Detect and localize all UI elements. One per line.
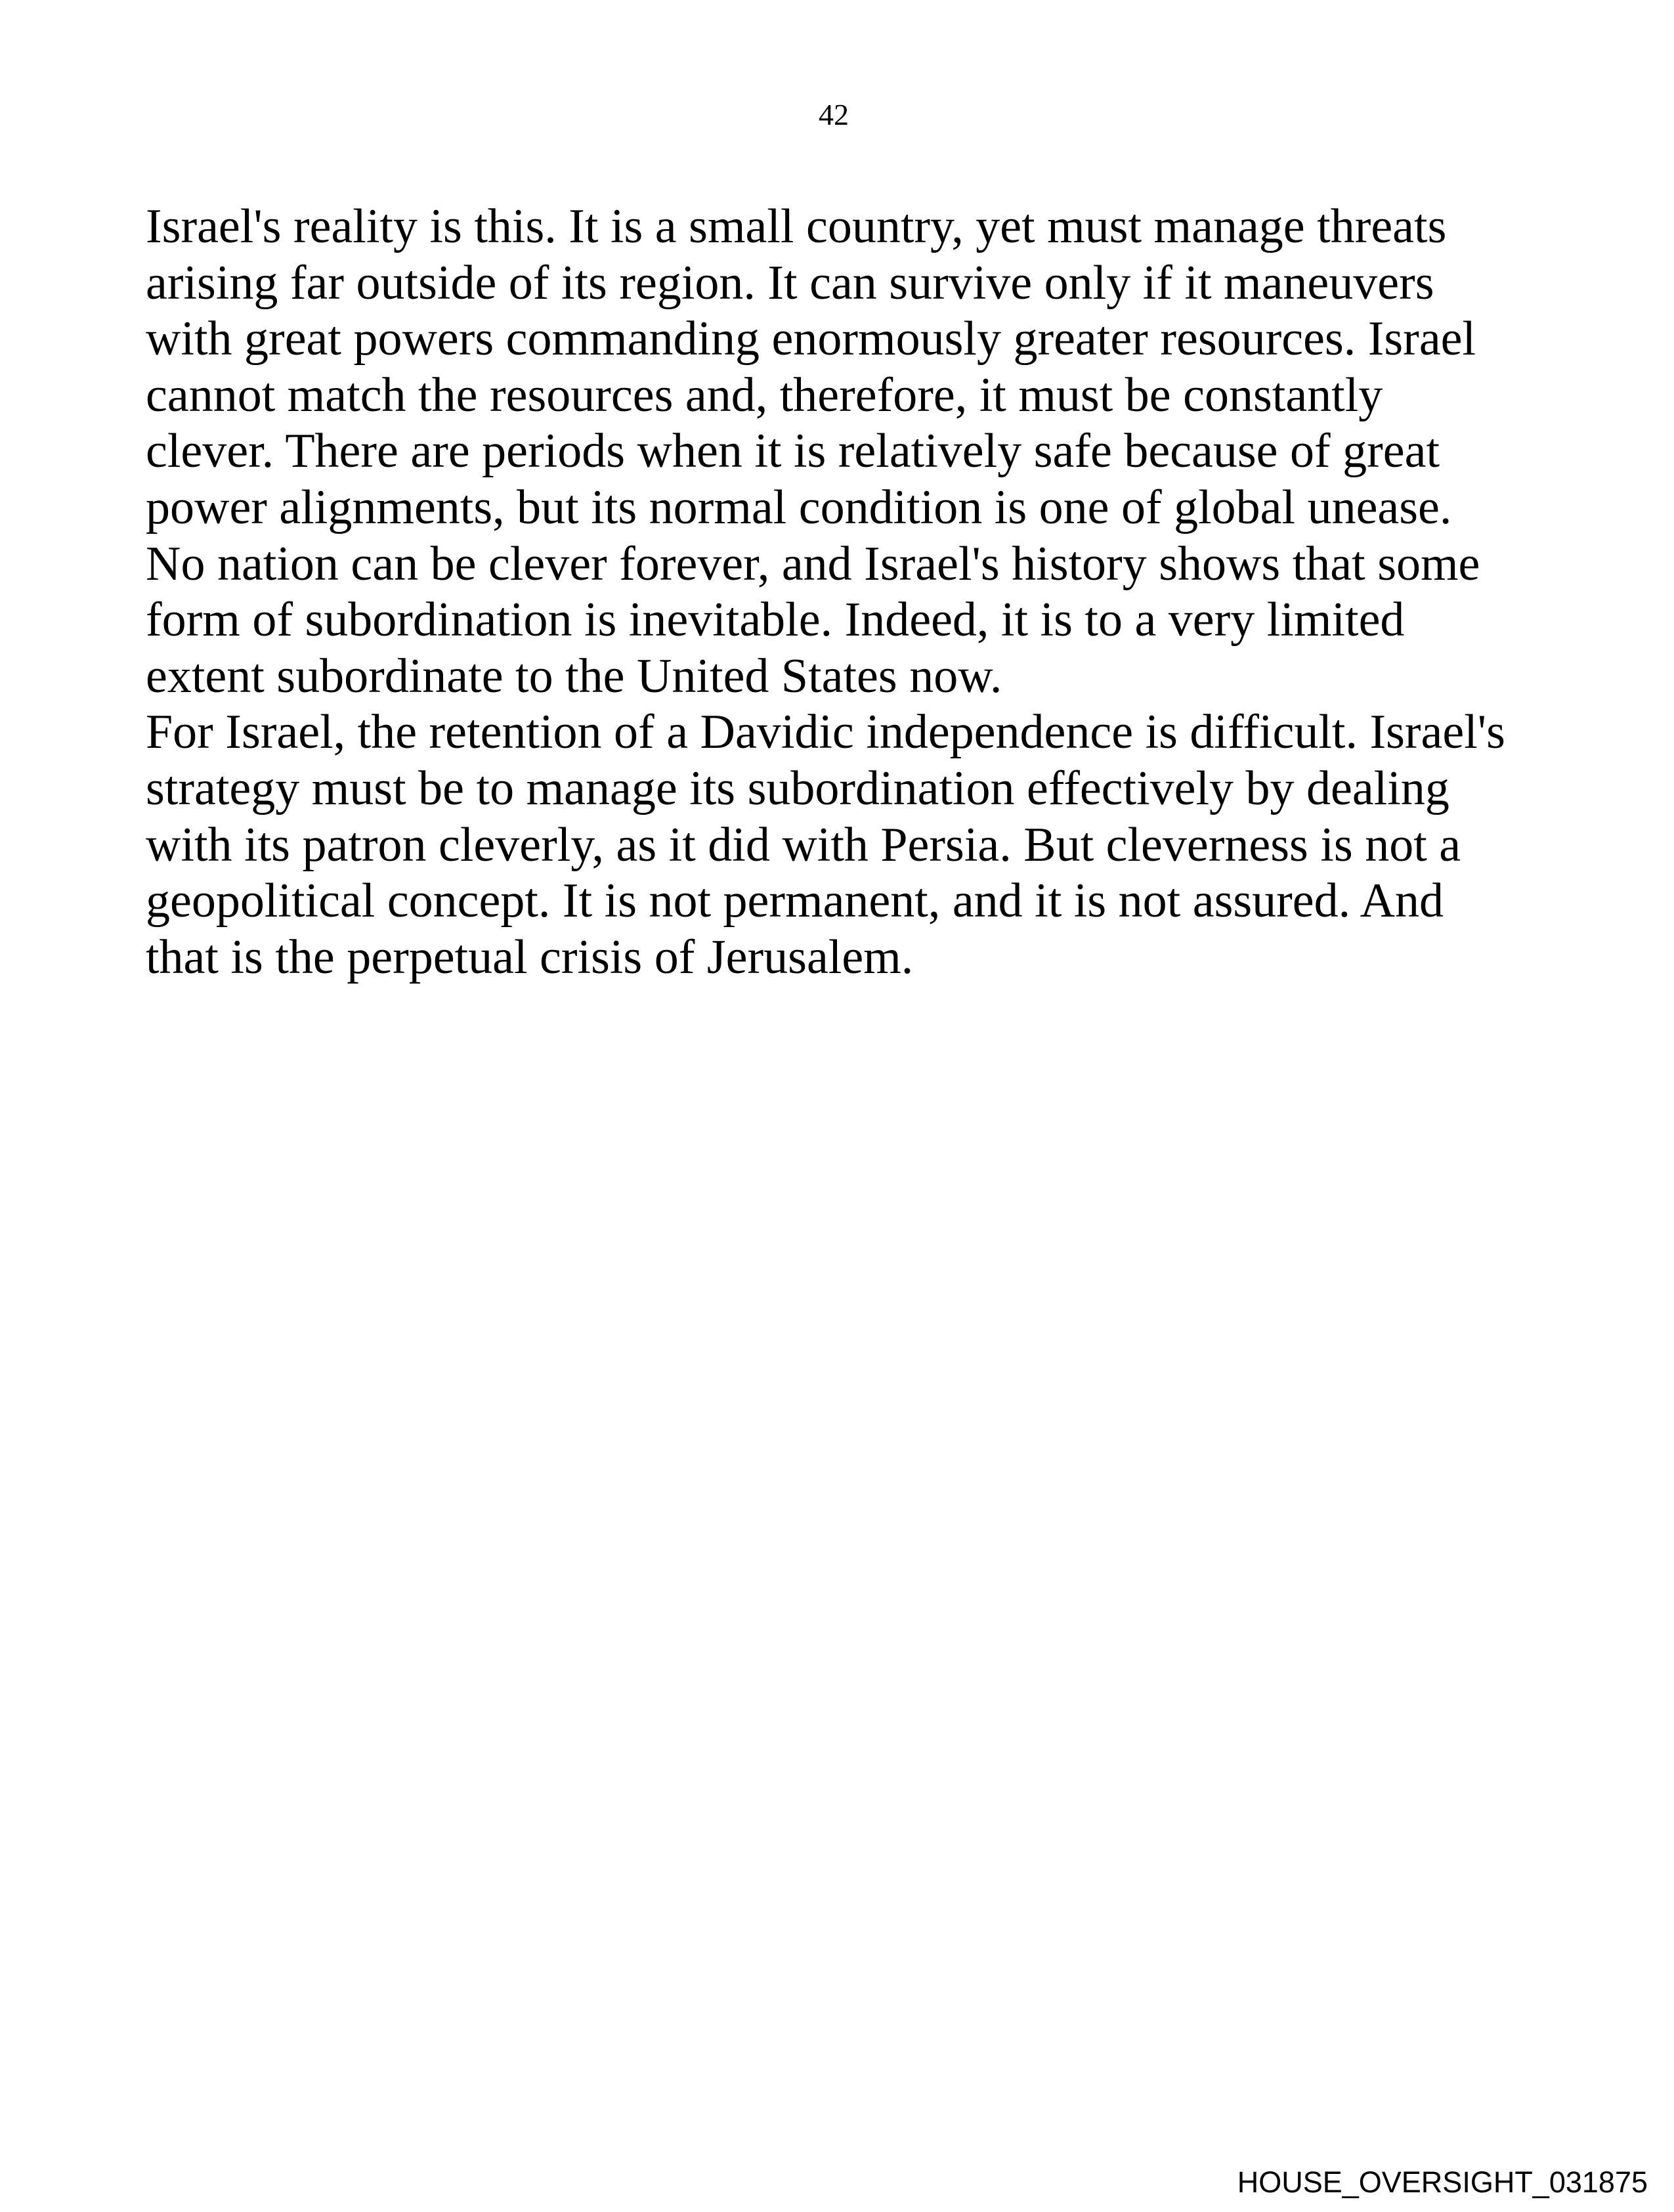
page-number: 42 [819, 98, 849, 131]
text-line: Israel's reality is this. It is a small country, yet must manage threats [146, 200, 1447, 253]
text-line: No nation can be clever forever, and Israel's history shows that some [146, 536, 1480, 591]
text-line: strategy must be to manage its subordination effectively by dealing [146, 761, 1449, 815]
document-id-footer: HOUSE_OVERSIGHT_031875 [1237, 2165, 1648, 2199]
text-line: extent subordinate to the United States now. [146, 649, 1002, 703]
text-line: For Israel, the retention of a Davidic independence is difficult. Israel's [146, 705, 1505, 760]
text-line: cannot match the resources and, therefore, it must be constantly [146, 368, 1383, 422]
text-line: clever. There are periods when it is relatively safe because of great [146, 424, 1440, 479]
text-line: geopolitical concept. It is not permanent, and it is not assured. And [146, 874, 1444, 928]
text-line: power alignments, but its normal condition is one of global unease. [146, 480, 1452, 534]
text-line: with its patron cleverly, as it did with Persia. But cleverness is not a [146, 817, 1461, 872]
text-line: that is the perpetual crisis of Jerusalem. [146, 930, 914, 984]
text-line: form of subordination is inevitable. Indeed, it is to a very limited [146, 593, 1405, 647]
text-line: arising far outside of its region. It can survive only if it maneuvers [146, 255, 1434, 310]
text-line: with great powers commanding enormously greater resources. Israel [146, 312, 1476, 366]
body-text [146, 199, 1505, 986]
